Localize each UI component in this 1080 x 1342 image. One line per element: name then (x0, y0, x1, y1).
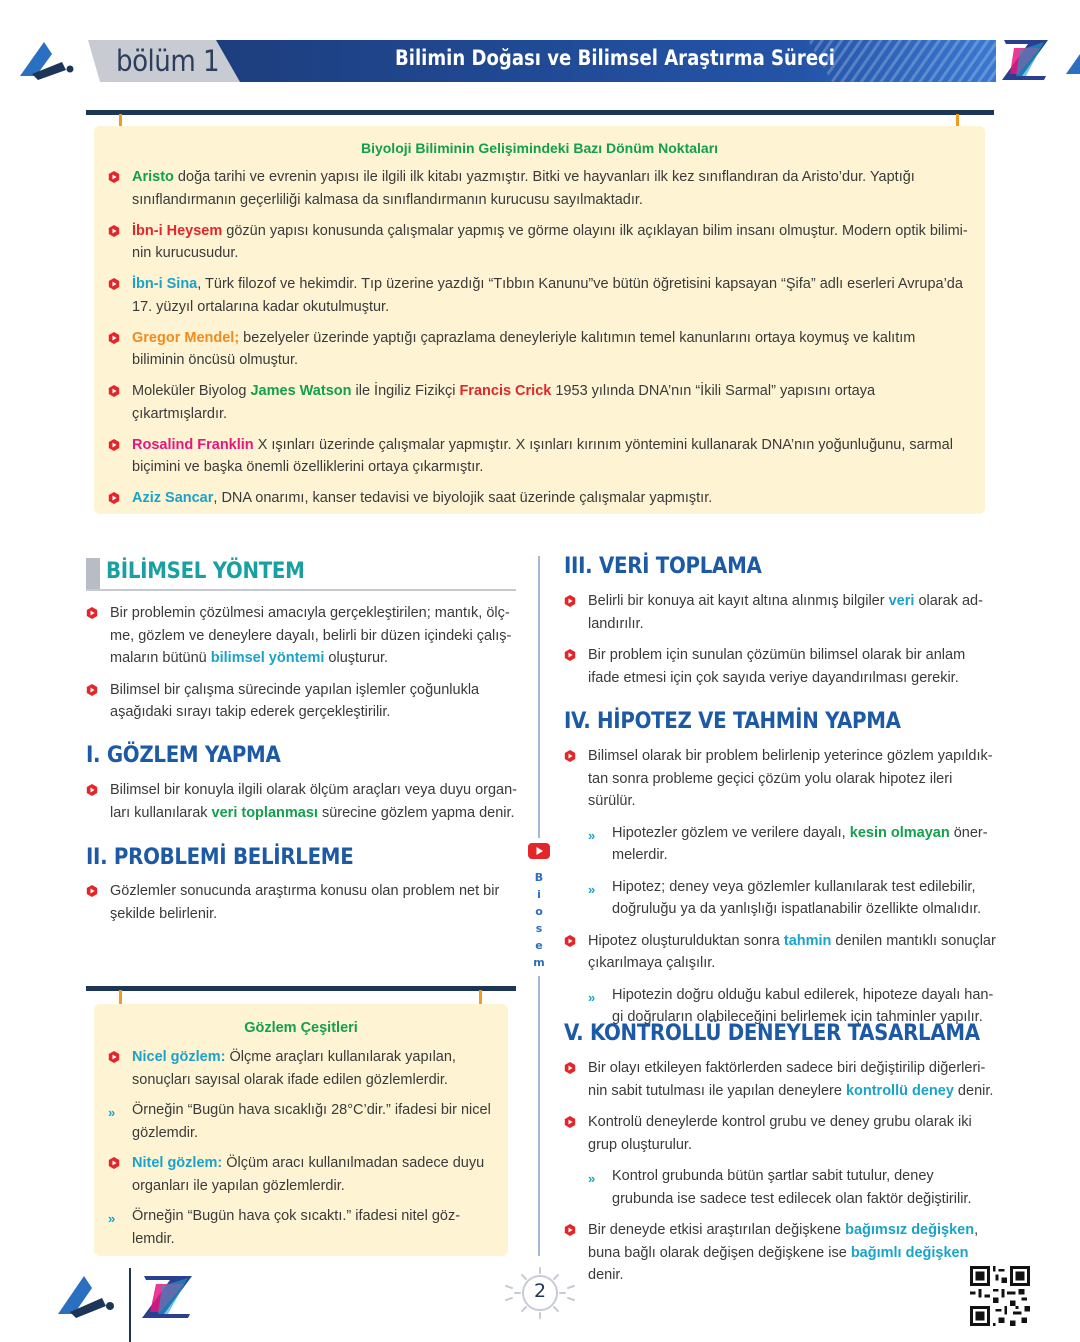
list-item (108, 434, 971, 479)
kontrollu-text (588, 1114, 972, 1153)
veri-toplama-title: III. VERİ TOPLAMA (564, 554, 762, 579)
vertical-letter: e (535, 939, 543, 952)
highlight-term: veri toplanması (211, 804, 318, 821)
vertical-letter: o (535, 905, 543, 918)
bullet-icon (564, 649, 576, 661)
degisken-text (588, 1222, 978, 1283)
bullet-icon (108, 1157, 120, 1169)
bullet-icon (86, 684, 98, 696)
list-item (564, 930, 996, 975)
gozlem-yapma-title: I. GÖZLEM YAPMA (86, 743, 281, 768)
highlight-term: Rosalind Franklin (132, 436, 254, 453)
chevron-right-icon: » (588, 989, 596, 1005)
bullet-icon (108, 439, 120, 451)
text-run: Kontrol grubunda bütün şartlar sabit tutulur, deney grubunda ise sadece test edilecek olan faktör değiştirilir. (612, 1168, 972, 1207)
list-item (588, 822, 996, 867)
kontrollu-sub-text (612, 1168, 971, 1207)
highlight-term: Gregor Mendel; (132, 329, 240, 346)
bullet-icon (108, 1051, 120, 1063)
list-item (108, 220, 971, 265)
text-run: , DNA onarımı, kanser tedavisi ve biyolojik saat üzerinde çalışmalar yapmıştır. (213, 490, 713, 506)
bilimsel-yontem-list (86, 602, 518, 724)
highlight-term: kontrollü deney (845, 1082, 954, 1099)
vertical-letter: m (533, 956, 545, 969)
chevron-right-icon: » (108, 1211, 116, 1226)
text-run: Bilimsel bir konuyla ilgili olarak ölçüm araçları veya duyu organları kullanılarak (110, 782, 517, 821)
text-run: X ışınları üzerinde çalışmalar yapmıştır. X ışınları kırınım yöntemini kullanarak DNA’nın yoğunluğunu, sarmal biçimini ve başka önemli özelliklerini ortaya çıkarmıştır. (132, 436, 953, 475)
bullet-icon (564, 750, 576, 762)
list-item (564, 590, 996, 635)
hipotez-title: IV. HİPOTEZ VE TAHMİN YAPMA (564, 709, 901, 734)
list-item (108, 1046, 494, 1091)
chevron-right-icon: » (108, 1105, 116, 1120)
page-title: Bilimin Doğası ve Bilimsel Araştırma Süreci (395, 46, 835, 70)
list-item (564, 745, 996, 813)
column-divider-bottom (538, 976, 540, 1256)
biosem-vertical-label (533, 869, 545, 971)
text-run: denilen mantıklı sonuçlar çıkarılmaya çalışılır. (588, 932, 996, 971)
highlight-term: James Watson (250, 383, 352, 399)
text-run: sürecine gözlem yapma denir. (317, 804, 515, 821)
kontrollu-text (588, 1060, 993, 1099)
highlight-term: bilimsel yöntemi (210, 650, 325, 666)
kontrollu-deneyler-list (564, 1057, 996, 1287)
text-run: Kontrolü deneylerde kontrol grubu ve deney grubu olarak iki grup oluşturulur. (588, 1114, 972, 1153)
text-run: Ölçüm aracı kullanılmadan sadece duyu organları ile yapılan gözlemlerdir. (132, 1155, 485, 1194)
bullet-icon (108, 332, 120, 344)
list-item (86, 880, 518, 925)
list-item (564, 1219, 996, 1287)
highlight-term: İbn-i Sina (132, 276, 198, 292)
milestones-box (94, 126, 985, 514)
footer-divider (129, 1268, 131, 1342)
text-run: bezelyeler üzerinde yaptığı çaprazlama deneyleriyle kalıtımın temel kanunlarını ortaya koymuş ve kalıtım biliminin öncüsü olmuştur. (132, 329, 916, 368)
gozlem-cesitleri-box (94, 1004, 508, 1256)
nitel-gozlem-text (132, 1155, 484, 1194)
list-item-text (132, 490, 712, 506)
problemi-belirleme-list (86, 880, 518, 925)
text-run: doğa tarihi ve evrenin yapısı ile ilgili ilk kitabı yazmıştır. Bitki ve hayvanları ilk kez sınıflandıran da Aristo’dur. Yaptığı sınıflandırmanın geçerliliği kalmasa da sınıflandırmanın kurucusu sayılmaktadır. (132, 169, 915, 208)
bullet-icon (564, 1224, 576, 1236)
list-item (108, 1099, 494, 1144)
text-run: olarak adlandırılır. (588, 593, 983, 632)
text-run: Moleküler Biyolog (132, 383, 251, 399)
hipotez-sub-text (612, 825, 988, 864)
milestones-top-bar (86, 110, 994, 115)
list-item-text (132, 169, 915, 208)
tahmin-sub-text (612, 987, 993, 1026)
bilimsel-yontem-title: BİLİMSEL YÖNTEM (106, 559, 305, 584)
bullet-icon (108, 278, 120, 290)
text-run: Hipotez; deney veya gözlemler kullanılarak test edilebilir, doğruluğu ya da yanlışlığı ispatlanabilir özellikte olmalıdır. (612, 878, 982, 917)
gozlem-cesitleri-top-bar (86, 986, 516, 991)
list-item (86, 779, 518, 824)
tahmin-text (588, 933, 996, 972)
text-run: gözün yapısı konusunda çalışmalar yapmış ve görme olayını ilk açıklayan bilim insanı olmuştur. Modern optik biliminin kurucusudur. (132, 222, 968, 261)
text-run: Belirli bir konuya ait kayıt altına alınmış bilgiler (588, 593, 889, 609)
chevron-right-icon: » (588, 1171, 596, 1186)
list-item (108, 380, 971, 425)
list-item (108, 327, 971, 372)
problemi-belirleme-title: II. PROBLEMİ BELİRLEME (86, 845, 354, 870)
list-item (108, 487, 971, 510)
list-item (564, 1111, 996, 1156)
veri-toplama-list (564, 590, 996, 689)
text-run: Bir deneyde etkisi araştırılan değişkene (588, 1222, 846, 1238)
list-item-text (132, 330, 915, 369)
text-run: Gözlemler sonucunda araştırma konusu olan problem net bir şekilde belirlenir. (110, 883, 500, 922)
nitel-example: Örneğin “Bugün hava çok sıcaktı.” ifadesi nitel gözlemdir. (132, 1208, 461, 1247)
list-item-text (110, 782, 517, 821)
highlight-term: bağımlı değişken (850, 1244, 969, 1261)
bullet-icon (108, 225, 120, 237)
text-run: önermelerdir. (612, 824, 988, 863)
list-item (108, 166, 971, 211)
list-item-text (132, 383, 875, 422)
list-item-text (110, 682, 479, 721)
bullet-icon (108, 171, 120, 183)
bullet-icon (86, 885, 98, 897)
highlight-term: Nicel gözlem: (132, 1049, 226, 1065)
brand-z-logo-icon (140, 1272, 196, 1320)
text-run: Ölçme araçları kullanılarak yapılan, sonuçları sayısal olarak ifade edilen gözlemlerdir. (132, 1049, 456, 1088)
text-run: , buna bağlı olarak değişen değişkene ise (588, 1222, 979, 1261)
list-item-text (132, 437, 953, 476)
page-number-badge (500, 1266, 580, 1320)
hipotez-sub-text (612, 879, 981, 918)
vertical-letter: i (537, 888, 541, 901)
milestones-list (108, 166, 971, 510)
bullet-icon (108, 492, 120, 504)
text-run: denir. (953, 1082, 994, 1099)
chevron-right-icon: » (588, 827, 596, 843)
text-run: Hipotez oluşturulduktan sonra (588, 932, 784, 949)
text-run: denir. (588, 1267, 624, 1283)
text-run: ile İngiliz Fizikçi (351, 383, 460, 399)
list-item-text (588, 593, 983, 632)
highlight-term: Aristo (132, 169, 174, 185)
gozlem-yapma-list (86, 779, 518, 824)
highlight-term: Nitel gözlem: (132, 1155, 223, 1171)
text-run: , Türk filozof ve hekimdir. Tıp üzerine yazdığı “Tıbbın Kanunu”ve bütün öğretisini kapsayan “Şifa” adlı eserleri Avrupa’da 17. yüzyıl ortalarına kadar okutulmuştur. (132, 276, 963, 315)
list-item-text (132, 276, 963, 315)
chevron-right-icon: » (588, 881, 596, 897)
gozlem-cesitleri-list (108, 1046, 494, 1250)
list-item-text (110, 883, 499, 922)
list-item (108, 273, 971, 318)
corner-arrow-icon (1066, 54, 1080, 80)
list-item (588, 876, 996, 921)
text-run: Hipotezler gözlem ve verilere dayalı, (612, 824, 850, 841)
highlight-term: İbn-i Heysem (132, 222, 223, 239)
text-run: oluşturur. (324, 650, 389, 666)
gozlem-cesitleri-heading: Gözlem Çeşitleri (244, 1020, 358, 1036)
highlight-term: Aziz Sancar (132, 490, 214, 506)
brand-z-logo-icon (1000, 36, 1052, 82)
hipotez-list (564, 745, 996, 1029)
highlight-term: Francis Crick (459, 383, 552, 399)
column-divider-top (538, 556, 540, 838)
list-item (108, 1205, 494, 1250)
bullet-icon (564, 1116, 576, 1128)
milestones-heading: Biyoloji Biliminin Gelişimindeki Bazı Dönüm Noktaları (360, 140, 719, 156)
text-run: 1953 yılında DNA’nın “İkili Sarmal” yapısını ortaya çıkartmışlardır. (132, 383, 876, 422)
bullet-icon (564, 595, 576, 607)
highlight-term: veri (888, 593, 915, 609)
list-item (86, 679, 518, 724)
list-item (564, 1057, 996, 1102)
list-item-text (588, 647, 965, 686)
list-item (564, 644, 996, 689)
chapter-label: bölüm 1 (116, 44, 220, 78)
list-item (86, 602, 518, 670)
highlight-term: tahmin (783, 932, 832, 949)
text-run: Bilimsel olarak bir problem belirlenip yeterince gözlem yapıldıktan sonra probleme geçici çözüm yolu olarak hipotez ileri sürülür. (588, 748, 993, 809)
list-item-text (110, 605, 511, 666)
bilimsel-yontem-underline (86, 589, 516, 591)
nicel-example: Örneğin “Bugün hava sıcaklığı 28°C’dir.” ifadesi bir nicel gözlemdir. (132, 1102, 491, 1141)
highlight-term: kesin olmayan (849, 824, 950, 841)
bullet-icon (564, 935, 576, 947)
publisher-logo-icon (18, 38, 76, 82)
bullet-icon (108, 385, 120, 397)
text-run: Hipotezin doğru olduğu kabul edilerek, hipoteze dayalı hangi doğruların olabileceğini belirlemek için tahminler yapılır. (612, 986, 994, 1025)
highlight-term: bağımsız değişken (845, 1222, 975, 1238)
page-number: 2 (533, 1280, 547, 1302)
text-run: Bir problem için sunulan çözümün bilimsel olarak bir anlam ifade etmesi için çok sayıda veriye dayandırılması gerekir. (588, 647, 966, 686)
bullet-icon (564, 1062, 576, 1074)
vertical-letter: s (535, 922, 543, 935)
vertical-letter: B (534, 871, 544, 884)
bullet-icon (86, 607, 98, 619)
text-run: Bir olayı etkileyen faktörlerden sadece biri değiştirilip diğerlerinin sabit tutulması ile yapılan deneylere (588, 1060, 986, 1099)
bilimsel-yontem-title-bar (86, 558, 100, 590)
list-item (588, 1165, 996, 1210)
list-item-text (132, 223, 968, 262)
youtube-icon[interactable] (528, 843, 550, 859)
kontrollu-deneyler-title: V. KONTROLLÜ DENEYLER TASARLAMA (564, 1021, 980, 1046)
text-run: Bir problemin çözülmesi amacıyla gerçekleştirilen; mantık, ölçme, gözlem ve deneylere dayalı, belirli bir düzen içindeki çalışmaların bütünü (110, 605, 512, 666)
hipotez-text (588, 748, 993, 809)
bullet-icon (86, 784, 98, 796)
qr-code-icon[interactable] (970, 1266, 1030, 1326)
publisher-logo-icon (54, 1270, 116, 1322)
list-item (108, 1152, 494, 1197)
text-run: Bilimsel bir çalışma sürecinde yapılan işlemler çoğunlukla aşağıdaki sırayı takip ederek gerçekleştirilir. (110, 681, 480, 720)
nicel-gozlem-text (132, 1049, 456, 1088)
